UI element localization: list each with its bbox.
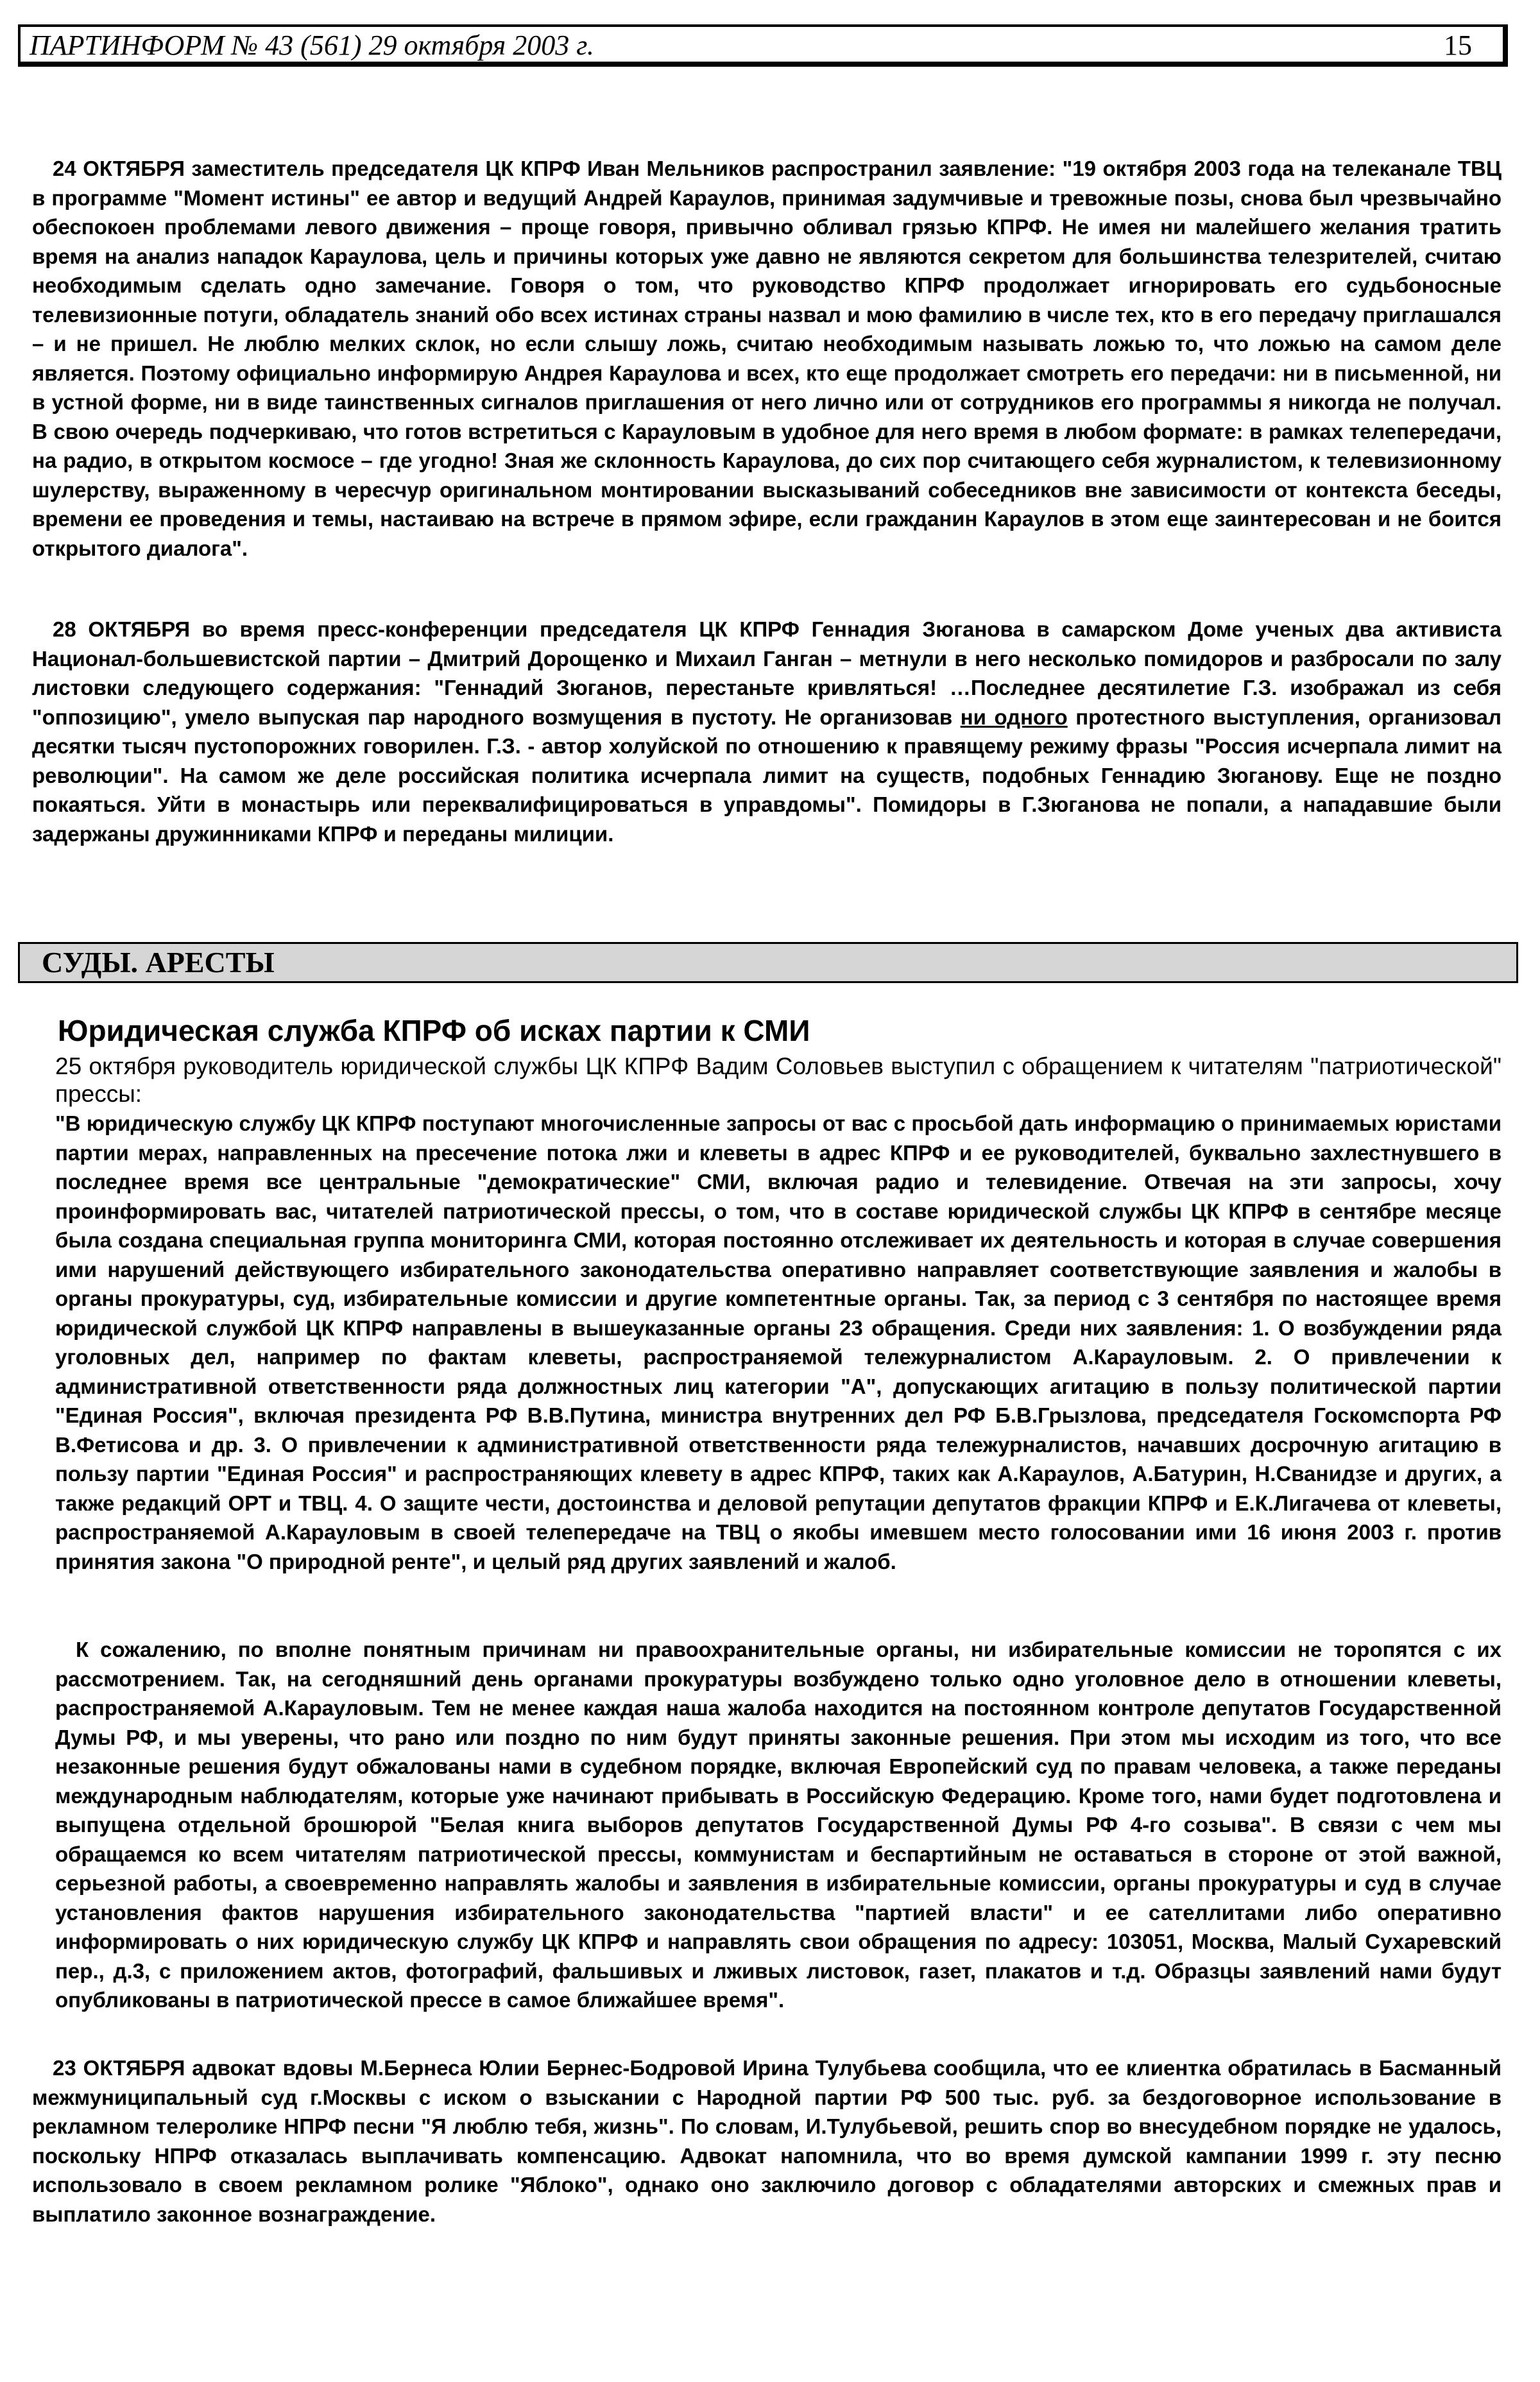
news-item-oct24 (32, 154, 1502, 563)
section-heading: СУДЫ. АРЕСТЫ (18, 942, 1518, 983)
news-text: во время пресс-конференции председателя ЦК КПРФ Геннадия Зюганова в самарском Доме ученых два активиста Национал-большевистской партии – Дмитрий Дорощенко и Михаил Ганган – метнули в него несколько помидоров и разбросали по залу листовки следующего содержания: "Геннадий Зюганов, перестаньте кривляться! …Последнее десятилетие Г.З. изображал из себя "оппозицию", умело выпуская пар народного возмущения в пустоту. Не организовав (32, 617, 1502, 729)
news-date: 23 ОКТЯБРЯ (53, 2056, 185, 2080)
page-header (18, 24, 1508, 67)
issue-title: ПАРТИНФОРМ № 43 (561) 29 октября 2003 г. (30, 30, 594, 61)
article-headline: Юридическая служба КПРФ об исках партии к СМИ (58, 1014, 810, 1047)
news-text-continued: протестного выступления, организовал десятки тысяч пустопорожних говорилен. Г.З. - автор холуйской по отношению к правящему режиму фразы "Россия исчерпала лимит на революции". На самом же деле российская политика исчерпала лимит на существ, подобных Геннадию Зюганову. Еще не поздно покаяться. Уйти в монастырь или переквалифицироваться в управдомы". Помидоры в Г.Зюганова не попали, а нападавшие были задержаны дружинниками КПРФ и переданы милиции. (32, 705, 1502, 846)
page-number: 15 (1444, 30, 1472, 61)
news-item-oct28 (32, 615, 1502, 848)
underlined-phrase: ни одного (960, 705, 1068, 729)
article-quote-paragraph-2: К сожалению, по вполне понятным причинам ни правоохранительные органы, ни избирательные комиссии не торопятся с их рассмотрением. Так, на сегодняшний день органами прокуратуры возбуждено только одно уголовное дело в отношении клеветы, распространяемой А.Карауловым. Тем не менее каждая наша жалоба находится на постоянном контроле депутатов Государственной Думы РФ, и мы уверены, что рано или поздно по ним будут приняты законные решения. При этом мы исходим из того, что все незаконные решения будут обжалованы нами в судебном порядке, включая Европейский суд по правам человека, а также переданы международным наблюдателям, которые уже начинают прибывать в Российскую Федерацию. Кроме того, нами будет подготовлена и выпущена отдельной брошюрой "Белая книга выборов депутатов Государственной Думы РФ 4-го созыва". В связи с чем мы обращаемся ко всем читателям патриотической прессы, коммунистам и беспартийным не оставаться в стороне от этой важной, серьезной работы, а своевременно направлять жалобы и заявления в избирательные комиссии, органы прокуратуры и суд в случае установления фактов нарушения избирательного законодательства "партией власти" и ее сателлитами либо оперативно информировать о них юридическую службу ЦК КПРФ и направлять свои обращения по адресу: 103051, Москва, Малый Сухаревский пер., д.3, с приложением актов, фотографий, фальшивых и лживых листовок, газет, плакатов и т.д. Образцы заявлений нами будут опубликованы в патриотической прессе в самое ближайшее время". (55, 1638, 1502, 2012)
article-intro: 25 октября руководитель юридической службы ЦК КПРФ Вадим Соловьев выступил с обращением к читателям "патриотической" прессы: (55, 1053, 1502, 1107)
news-item-oct23 (32, 2053, 1502, 2229)
news-text: заместитель председателя ЦК КПРФ Иван Мельников распространил заявление: "19 октября 2003 года на телеканале ТВЦ в программе "Момент истины" ее автор и ведущий Андрей Караулов, принимая задумчивые и тревожные позы, снова был чрезвычайно обеспокоен проблемами левого движения – проще говоря, привычно обливал грязью КПРФ. Не имея ни малейшего желания тратить время на анализ нападок Караулова, цель и причины которых уже давно не являются секретом для большинства телезрителей, считаю необходимым сделать одно замечание. Говоря о том, что руководство КПРФ продолжает игнорировать его судьбоносные телевизионные потуги, обладатель знаний обо всех истинах страны назвал и мою фамилию в числе тех, кто в его передачу приглашался – и не пришел. Не люблю мелких склок, но если слышу ложь, считаю необходимым называть ложью то, что ложью на самом деле является. Поэтому официально информирую Андрея Караулова и всех, кто еще продолжает смотреть его передачи: ни в письменной, ни в устной форме, ни в виде таинственных сигналов приглашения от него лично или от сотрудников его программы я никогда не получал. В свою очередь подчеркиваю, что готов встретиться с Карауловым в удобное для него время в любом формате: в рамках телепередачи, на радио, в открытом космосе – где угодно! Зная же склонность Караулова, до сих пор считающего себя журналистом, к телевизионному шулерству, выраженному в чересчур оригинальном монтировании высказываний собеседников вне зависимости от контекста беседы, времени ее проведения и темы, настаиваю на встрече в прямом эфире, если гражданин Караулов в этом еще заинтересован и не боится открытого диалога". (32, 157, 1502, 560)
article-quote-paragraph-1: "В юридическую службу ЦК КПРФ поступают многочисленные запросы от вас с просьбой дать информацию о принимаемых юристами партии мерах, направленных на пресечение потока лжи и клеветы в адрес КПРФ и ее руководителей, буквально захлестнувшего в последнее время все центральные "демократические" СМИ, включая радио и телевидение. Отвечая на эти запросы, хочу проинформировать вас, читателей патриотической прессы, о том, что в составе юридической службы ЦК КПРФ в сентябре месяце была создана специальная группа мониторинга СМИ, которая постоянно отслеживает их деятельность и которая в случае совершения ими нарушений действующего избирательного законодательства оперативно направляет соответствующие заявления и жалобы в органы прокуратуры, суд, избирательные комиссии и другие компетентные органы. Так, за период с 3 сентября по настоящее время юридической службой ЦК КПРФ направлены в вышеуказанные органы 23 обращения. Среди них заявления: 1. О возбуждении ряда уголовных дел, например по фактам клеветы, распространяемой тележурналистом А.Карауловым. 2. О привлечении к административной ответственности ряда должностных лиц категории "А", допускающих агитацию в пользу политической партии "Единая Россия", включая президента РФ В.В.Путина, министра внутренних дел РФ Б.В.Грызлова, председателя Госкомспорта РФ В.Фетисова и др. 3. О привлечении к административной ответственности ряда тележурналистов, начавших досрочную агитацию в пользу партии "Единая Россия" и распространяющих клевету в адрес КПРФ, таких как А.Караулов, А.Батурин, Н.Сванидзе и других, а также редакций ОРТ и ТВЦ. 4. О защите чести, достоинства и деловой репутации депутатов фракции КПРФ и Е.К.Лигачева от клеветы, распространяемой А.Карауловым в своей телепередаче на ТВЦ о якобы имевшем место голосовании ими 16 июня 2003 г. против принятия закона "О природной ренте", и целый ряд других заявлений и жалоб. (55, 1111, 1502, 1573)
news-date: 28 ОКТЯБРЯ (53, 617, 191, 641)
news-text: адвокат вдовы М.Бернеса Юлии Бернес-Бодровой Ирина Тулубьева сообщила, что ее клиентка обратилась в Басманный межмуниципальный суд г.Москвы с иском о взыскании с Народной партии РФ 500 тыс. руб. за бездоговорное использование в рекламном телеролике НПРФ песни "Я люблю тебя, жизнь". По словам, И.Тулубьевой, решить спор во внесудебном порядке не удалось, поскольку НПРФ отказалась выплачивать компенсацию. Адвокат напомнила, что во время думской кампании 1999 г. эту песню использовало в своем рекламном ролике "Яблоко", однако оно заключило договор с обладателями авторских и смежных прав и выплатило законное вознаграждение. (32, 2056, 1502, 2226)
news-date: 24 ОКТЯБРЯ (53, 157, 185, 180)
